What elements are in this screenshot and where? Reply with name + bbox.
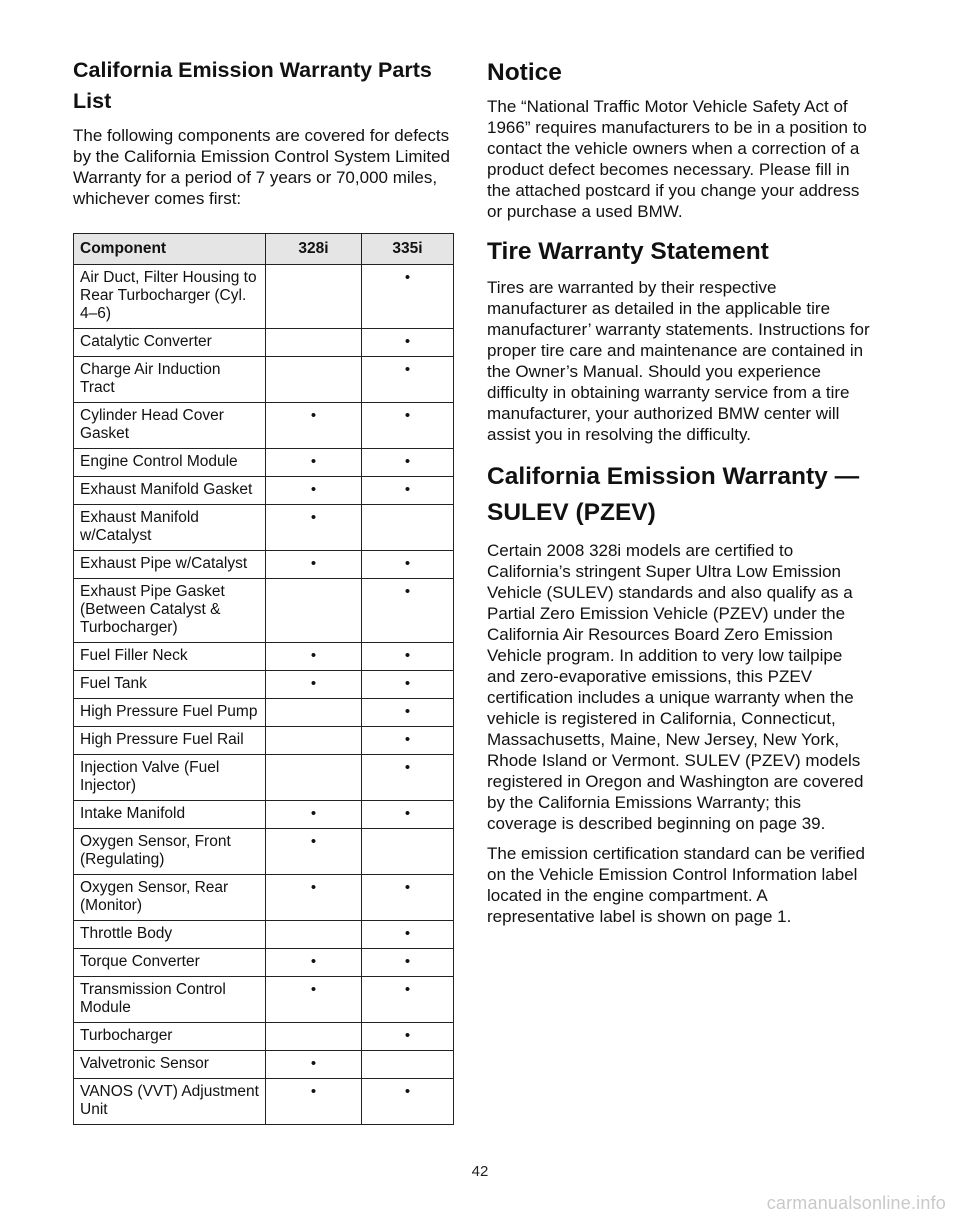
td-component: Charge Air Induction Tract [74, 357, 266, 403]
td-335i: • [362, 477, 454, 505]
td-328i: • [266, 671, 362, 699]
td-328i: • [266, 551, 362, 579]
td-328i: • [266, 403, 362, 449]
table-row [74, 329, 454, 357]
sulev-body-1: Certain 2008 328i models are certified to California’s stringent Super Ultra Low Emission Vehicle (SULEV) standards and also qualify as a Partial Zero Emission Vehicle (PZEV) under the California Air Resources Board Zero Emission Vehicle program. In addition to very low tailpipe and zero-evaporative emissions, this PZEV certification includes a unique warranty when the vehicle is registered in California, Connecticut, Massachusetts, Maine, New Jersey, New York, Rhode Island or Vermont. SULEV (PZEV) models registered in Oregon and Washington are covered by the California Emissions Warranty; this coverage is described beginning on page 39. [487, 541, 864, 833]
table-row [74, 921, 454, 949]
td-component: Throttle Body [74, 921, 266, 949]
td-component: Turbocharger [74, 1023, 266, 1051]
table-row [74, 801, 454, 829]
td-335i: • [362, 579, 454, 643]
sulev-title: California Emission Warranty — SULEV (PZEV) [487, 463, 860, 526]
td-335i: • [362, 801, 454, 829]
td-328i [266, 265, 362, 329]
right-column [487, 55, 875, 927]
table-row [74, 671, 454, 699]
td-328i: • [266, 643, 362, 671]
td-335i: • [362, 1023, 454, 1051]
td-component: Air Duct, Filter Housing to Rear Turbocharger (Cyl. 4–6) [74, 265, 266, 329]
td-component: Injection Valve (Fuel Injector) [74, 755, 266, 801]
left-column [73, 55, 453, 209]
td-component: Cylinder Head Cover Gasket [74, 403, 266, 449]
header-328i: 328i [266, 234, 362, 265]
td-335i: • [362, 357, 454, 403]
td-328i [266, 921, 362, 949]
notice-body: The “National Traffic Motor Vehicle Safety Act of 1966” requires manufacturers to be in a position to contact the vehicle owners when a correction of a product defect becomes necessary. Please fill in the attached postcard if you change your address or purchase a used BMW. [487, 97, 867, 221]
td-component: VANOS (VVT) Adjustment Unit [74, 1079, 266, 1125]
td-component: Exhaust Pipe w/Catalyst [74, 551, 266, 579]
table-row [74, 403, 454, 449]
table-row [74, 449, 454, 477]
td-328i [266, 1023, 362, 1051]
td-335i: • [362, 755, 454, 801]
table-header-row [74, 234, 454, 265]
td-335i: • [362, 643, 454, 671]
table-row [74, 551, 454, 579]
td-328i: • [266, 1051, 362, 1079]
header-component: Component [74, 234, 266, 265]
td-335i [362, 505, 454, 551]
table-row [74, 477, 454, 505]
td-328i [266, 699, 362, 727]
td-component: Transmission Control Module [74, 977, 266, 1023]
td-component: High Pressure Fuel Pump [74, 699, 266, 727]
td-335i: • [362, 551, 454, 579]
table-row [74, 977, 454, 1023]
td-328i: • [266, 477, 362, 505]
td-328i: • [266, 977, 362, 1023]
tire-warranty-body: Tires are warranted by their respective manufacturer as detailed in the applicable tire manufacturer’ warranty statements. Instructions for proper tire care and maintenance are contained in the Owner’s Manual. Should you experience difficulty in obtaining warranty service from a tire manufacturer, your authorized BMW center will assist you in resolving the difficulty. [487, 278, 870, 444]
td-component: Catalytic Converter [74, 329, 266, 357]
td-335i: • [362, 403, 454, 449]
td-328i: • [266, 801, 362, 829]
td-component: Exhaust Manifold w/Catalyst [74, 505, 266, 551]
td-328i [266, 727, 362, 755]
table-row [74, 357, 454, 403]
td-328i [266, 579, 362, 643]
parts-list-title: California Emission Warranty Parts List [73, 58, 432, 113]
table-row [74, 949, 454, 977]
td-328i: • [266, 949, 362, 977]
td-335i: • [362, 671, 454, 699]
watermark: carmanualsonline.info [766, 1193, 946, 1213]
tire-warranty-title: Tire Warranty Statement [487, 238, 769, 265]
td-328i [266, 357, 362, 403]
td-component: Torque Converter [74, 949, 266, 977]
table-row [74, 643, 454, 671]
td-335i: • [362, 875, 454, 921]
td-328i [266, 329, 362, 357]
td-328i: • [266, 875, 362, 921]
sulev-body-2: The emission certification standard can be verified on the Vehicle Emission Control Information label located in the engine compartment. A representative label is shown on page 1. [487, 844, 865, 926]
td-328i [266, 755, 362, 801]
td-component: Valvetronic Sensor [74, 1051, 266, 1079]
notice-title: Notice [487, 59, 562, 86]
table-row [74, 727, 454, 755]
td-335i: • [362, 1079, 454, 1125]
td-component: Oxygen Sensor, Rear (Monitor) [74, 875, 266, 921]
td-component: Intake Manifold [74, 801, 266, 829]
td-component: High Pressure Fuel Rail [74, 727, 266, 755]
table-row [74, 875, 454, 921]
table-row [74, 265, 454, 329]
table-row [74, 829, 454, 875]
td-component: Fuel Tank [74, 671, 266, 699]
td-335i: • [362, 265, 454, 329]
td-335i: • [362, 449, 454, 477]
td-335i [362, 829, 454, 875]
td-328i: • [266, 829, 362, 875]
page-number: 42 [471, 1163, 489, 1180]
td-328i: • [266, 505, 362, 551]
td-component: Exhaust Pipe Gasket (Between Catalyst & Turbocharger) [74, 579, 266, 643]
parts-table [73, 233, 454, 1125]
td-component: Engine Control Module [74, 449, 266, 477]
td-335i: • [362, 949, 454, 977]
td-335i: • [362, 921, 454, 949]
td-335i: • [362, 699, 454, 727]
td-335i: • [362, 977, 454, 1023]
table-row [74, 1023, 454, 1051]
td-335i: • [362, 727, 454, 755]
td-335i [362, 1051, 454, 1079]
table-row [74, 1079, 454, 1125]
td-component: Fuel Filler Neck [74, 643, 266, 671]
parts-list-intro: The following components are covered for defects by the California Emission Control System Limited Warranty for a period of 7 years or 70,000 miles, whichever comes first: [73, 126, 450, 208]
table-row [74, 755, 454, 801]
table-row [74, 579, 454, 643]
td-328i: • [266, 1079, 362, 1125]
table-row [74, 699, 454, 727]
table-row [74, 1051, 454, 1079]
table-row [74, 505, 454, 551]
header-335i: 335i [362, 234, 454, 265]
td-component: Oxygen Sensor, Front (Regulating) [74, 829, 266, 875]
td-component: Exhaust Manifold Gasket [74, 477, 266, 505]
td-335i: • [362, 329, 454, 357]
td-328i: • [266, 449, 362, 477]
